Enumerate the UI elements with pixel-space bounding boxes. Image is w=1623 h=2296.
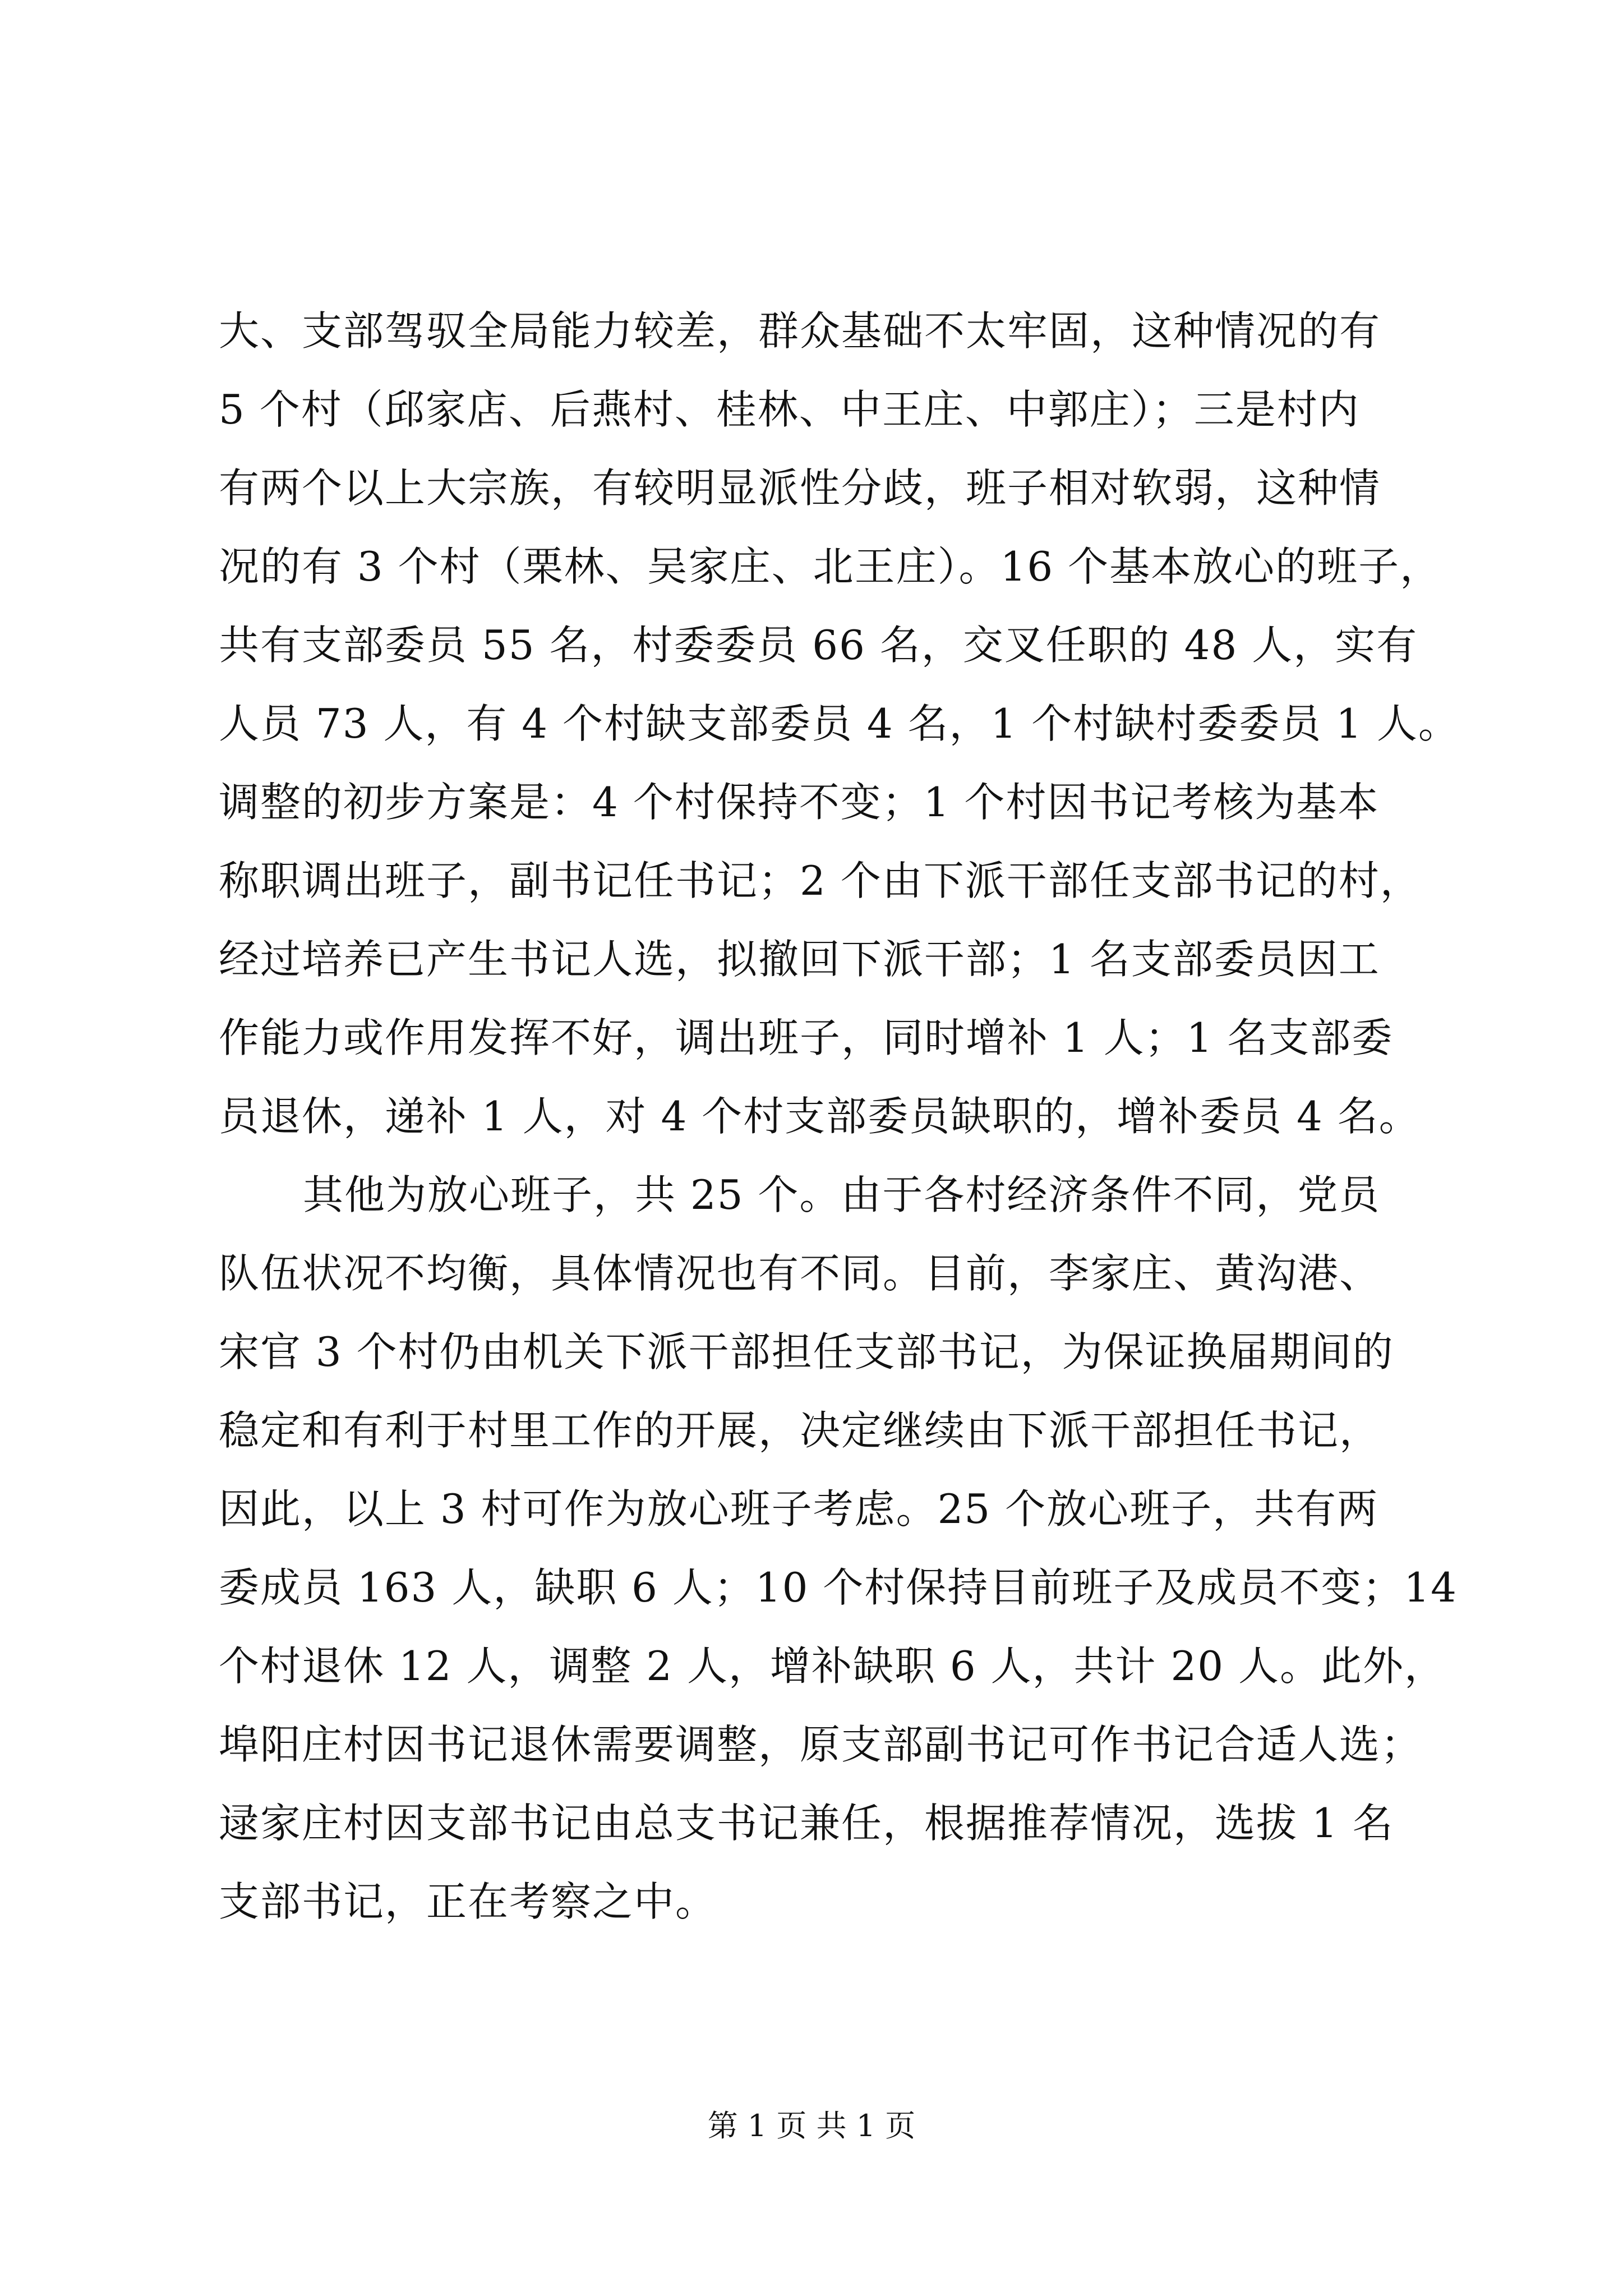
text-line: 有两个以上大宗族，有较明显派性分歧，班子相对软弱，这种情 [219,464,1381,512]
text-line: 员退休，递补 1 人，对 4 个村支部委员缺职的，增补委员 4 名。 [219,1093,1421,1140]
text-line: 共有支部委员 55 名，村委委员 66 名，交叉任职的 48 人，实有 [219,622,1418,669]
text-line: 作能力或作用发挥不好，调出班子，同时增补 1 人；1 名支部委 [219,1014,1394,1061]
text-line: 称职调出班子，副书记任书记；2 个由下派干部任支部书记的村， [219,857,1422,904]
page-number-footer: 第 1 页 共 1 页 [707,2108,916,2143]
text-line: 逯家庄村因支部书记由总支书记兼任，根据推荐情况，选拔 1 名 [219,1800,1394,1847]
body-text [219,292,1460,1941]
text-line: 委成员 163 人，缺职 6 人；10 个村保持目前班子及成员不变；14 [219,1564,1458,1611]
text-line: 经过培养已产生书记人选，拟撤回下派干部；1 名支部委员因工 [219,936,1380,983]
text-line: 况的有 3 个村（栗林、吴家庄、北王庄）。16 个基本放心的班子， [219,543,1442,590]
text-line: 5 个村（邱家店、后燕村、桂林、中王庄、中郭庄）；三是村内 [219,386,1360,433]
text-line: 稳定和有利于村里工作的开展，决定继续由下派干部担任书记， [219,1407,1381,1454]
text-line: 人员 73 人，有 4 个村缺支部委员 4 名，1 个村缺村委委员 1 人。 [219,700,1460,747]
text-line: 支部书记，正在考察之中。 [219,1878,717,1925]
text-line: 大、支部驾驭全局能力较差，群众基础不太牢固，这种情况的有 [219,307,1381,355]
paragraph-start-line: 其他为放心班子，共 25 个。由于各村经济条件不同，党员 [303,1171,1381,1218]
text-line: 宋官 3 个村仍由机关下派干部担任支部书记，为保证换届期间的 [219,1328,1394,1375]
text-line: 队伍状况不均衡，具体情况也有不同。目前，李家庄、黄沟港、 [219,1250,1381,1297]
text-line: 埠阳庄村因书记退休需要调整，原支部副书记可作书记合适人选； [219,1721,1423,1768]
text-line: 调整的初步方案是：4 个村保持不变；1 个村因书记考核为基本 [219,779,1380,826]
text-line: 个村退休 12 人，调整 2 人，增补缺职 6 人，共计 20 人。此外， [219,1642,1446,1690]
text-line: 因此，以上 3 村可作为放心班子考虑。25 个放心班子，共有两 [219,1485,1379,1533]
